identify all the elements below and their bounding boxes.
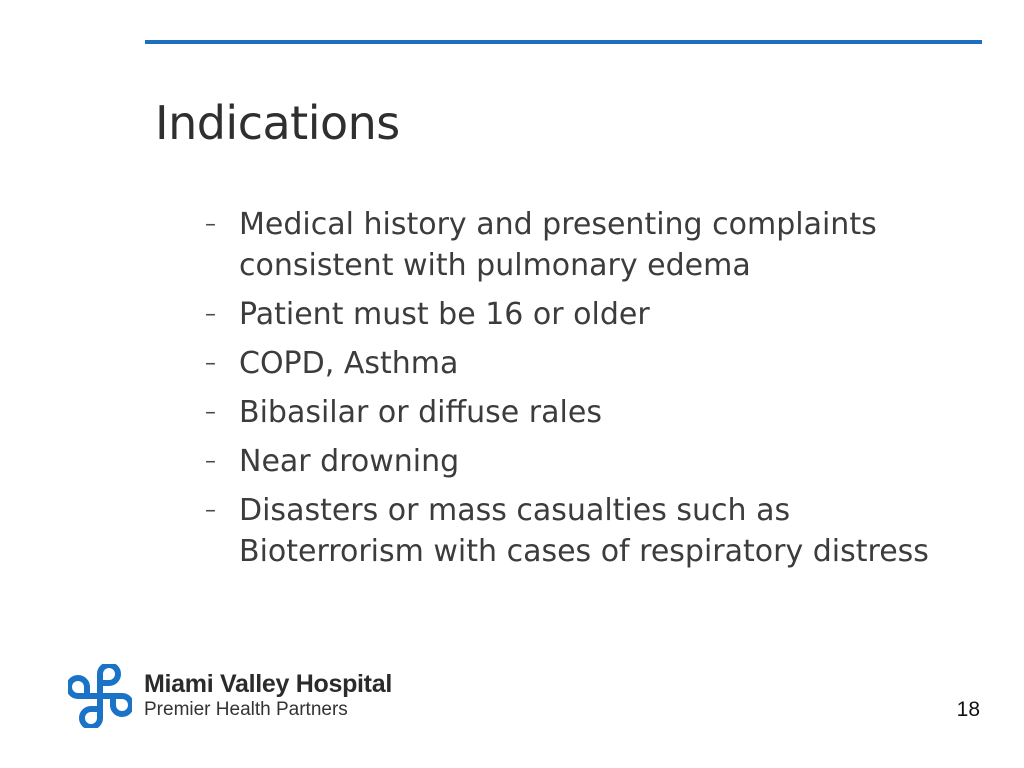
- bullet-list: [205, 204, 975, 580]
- hospital-tagline: Premier Health Partners: [144, 699, 348, 720]
- bullet-text: Patient must be 16 or older: [239, 297, 650, 332]
- bullet-marker: –: [205, 302, 216, 327]
- bullet-marker: –: [205, 498, 216, 523]
- bullet-text: Disasters or mass casualties such as Bioterrorism with cases of respiratory distress: [239, 493, 929, 569]
- hospital-name: Miami Valley Hospital: [144, 670, 392, 698]
- bullet-text: COPD, Asthma: [239, 346, 459, 381]
- bullet-item: [205, 441, 975, 482]
- logo-wordmark: [144, 670, 392, 722]
- bullet-item: [205, 392, 975, 433]
- bullet-item: [205, 490, 975, 572]
- hospital-logo: [68, 664, 392, 728]
- bullet-marker: –: [205, 449, 216, 474]
- page-number: 18: [956, 698, 980, 721]
- slide-title: Indications: [155, 96, 400, 150]
- bullet-item: [205, 204, 975, 286]
- bullet-marker: –: [205, 212, 216, 237]
- bullet-marker: –: [205, 400, 216, 425]
- bullet-item: [205, 343, 975, 384]
- bullet-item: [205, 294, 975, 335]
- top-rule: [145, 40, 982, 44]
- bullet-text: Bibasilar or diffuse rales: [239, 395, 602, 430]
- bullet-text: Medical history and presenting complaints consistent with pulmonary edema: [239, 207, 877, 283]
- bullet-marker: –: [205, 351, 216, 376]
- interlocking-loops-cross-icon: [68, 664, 132, 728]
- bullet-text: Near drowning: [239, 444, 460, 479]
